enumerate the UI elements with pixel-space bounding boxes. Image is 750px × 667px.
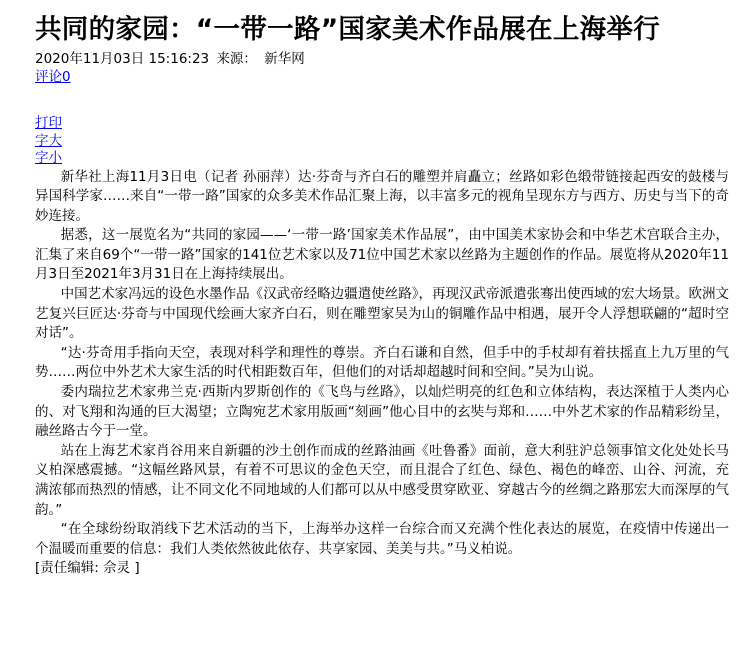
- article-title: 共同的家园：“一带一路”国家美术作品展在上海举行: [35, 14, 661, 45]
- publish-datetime: 2020年11月03日 15:16:23: [35, 51, 210, 67]
- article-paragraph-5: 委内瑞拉艺术家弗兰克·西斯内罗斯创作的《飞鸟与丝路》，以灿烂明亮的红色和立体结构，表达深植于人类内心的、对飞翔和沟通的巨大渴望；立陶宛艺术家用版画“刻画”他心目中的玄奘与郑和……中外艺术家的作品精彩纷呈，融丝路古今于一堂。: [35, 384, 729, 440]
- source-label: 来源：: [216, 51, 257, 67]
- print-link[interactable]: 打印: [35, 115, 62, 131]
- article-tools: [35, 115, 729, 168]
- article-paragraph-7: “在全球纷纷取消线下艺术活动的当下，上海举办这样一台综合而又充满个性化表达的展览，在疫情中传递出一个温暖而重要的信息：我们人类依然彼此依存、共享家园、美美与共。”马义柏说。: [35, 521, 729, 557]
- font-smaller-link[interactable]: 字小: [35, 150, 62, 166]
- responsible-editor: [责任编辑: 佘灵 ]: [35, 560, 140, 577]
- article-meta: [35, 51, 729, 68]
- article-page: [35, 0, 729, 578]
- article-paragraph-1: 新华社上海11月3日电（记者 孙丽萍）达·芬奇与齐白石的雕塑并肩矗立；丝路如彩色缎带链接起西安的鼓楼与异国科学家……来自“一带一路”国家的众多美术作品汇聚上海，以丰富多元的视角呈现东方与西方、历史与当下的奇妙连接。: [35, 168, 729, 224]
- font-larger-link[interactable]: 字大: [35, 132, 62, 149]
- comment-link[interactable]: 评论0: [35, 69, 71, 85]
- article-body: [35, 168, 729, 579]
- source-name: 新华网: [264, 51, 305, 67]
- article-paragraph-2: 据悉，这一展览名为“共同的家园——‘一带一路’国家美术作品展”，由中国美术家协会和中华艺术宫联合主办，汇集了来自69个“一带一路”国家的141位艺术家以及71位中国艺术家以丝路为主题创作的作品。展览将从2020年11月3日至2021年3月31日在上海持续展出。: [35, 227, 729, 283]
- article-paragraph-6: 站在上海艺术家肖谷用来自新疆的沙土创作而成的丝路油画《吐鲁番》面前，意大利驻沪总领事馆文化处处长马义柏深感震撼。“这幅丝路风景，有着不可思议的金色天空，而且混合了红色、绿色、褐色的峰峦、山谷、河流，充满浓郁而热烈的情感，让不同文化不同地域的人们都可以从中感受贯穿欧亚、穿越古今的丝绸之路那宏大而深厚的气韵。”: [35, 442, 729, 518]
- article-paragraph-3: 中国艺术家冯远的设色水墨作品《汉武帝经略边疆遣使丝路》，再现汉武帝派遣张骞出使西域的宏大场景。欧洲文艺复兴巨匠达·芬奇与中国现代绘画大家齐白石，则在雕塑家吴为山的铜雕作品中相遇，展开令人浮想联翩的“超时空对话”。: [35, 286, 729, 342]
- article-paragraph-4: “达·芬奇用手指向天空，表现对科学和理性的尊崇。齐白石谦和自然，但手中的手杖却有着扶摇直上九万里的气势……两位中外艺术大家生活的时代相距数百年，但他们的对话却超越时间和空间。”吴为山说。: [35, 344, 729, 381]
